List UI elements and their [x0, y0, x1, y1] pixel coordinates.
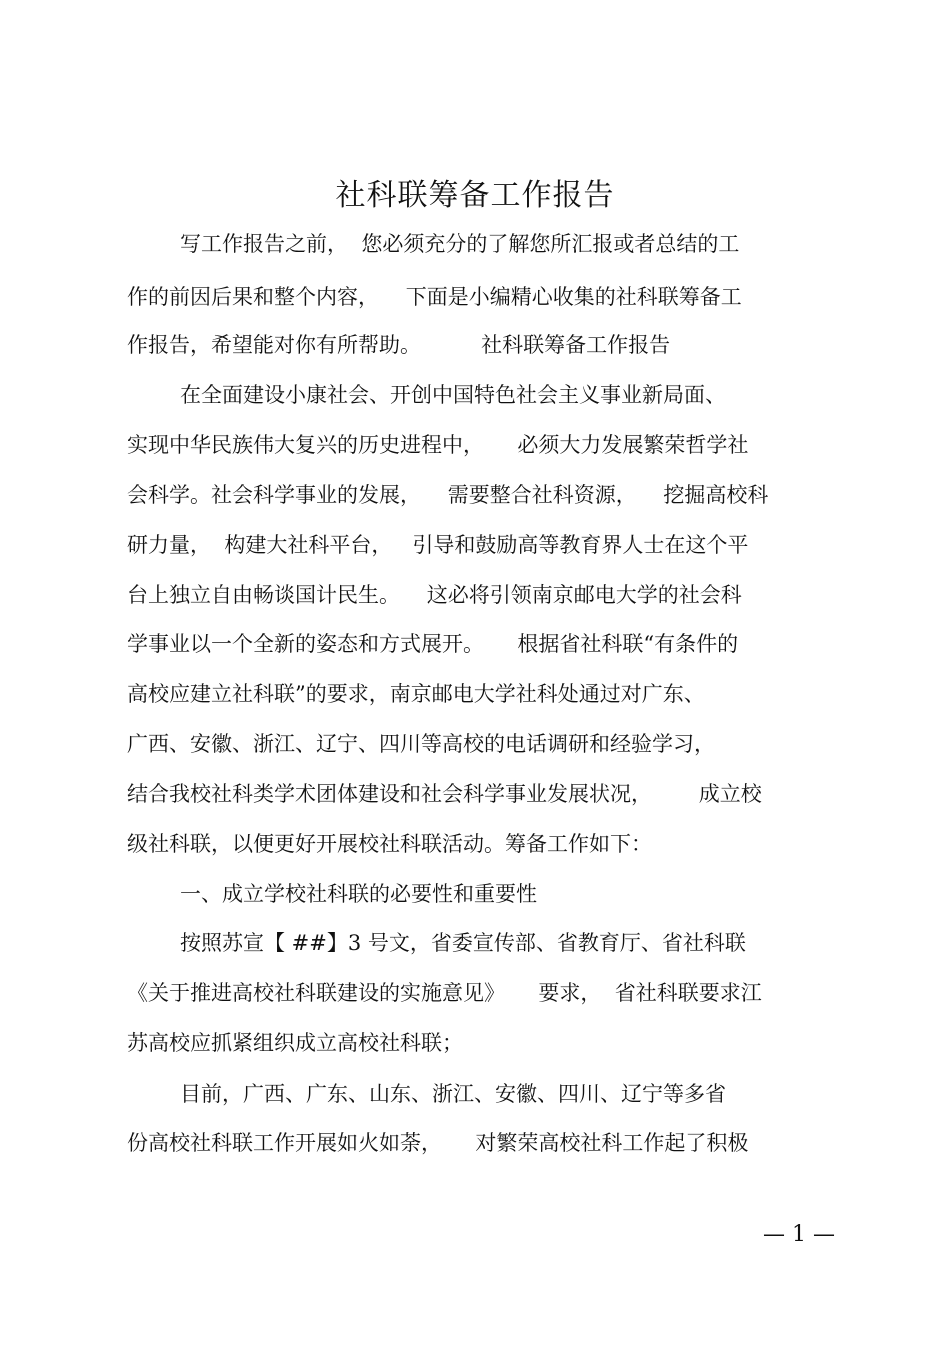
- page-number: — 1 —: [763, 1222, 835, 1247]
- text-line: 作报告，希望能对你有所帮助。 社科联筹备工作报告: [127, 333, 671, 357]
- text-line: 广西、安徽、浙江、辽宁、四川等高校的电话调研和经验学习，: [127, 732, 715, 756]
- text-line: 台上独立自由畅谈国计民生。 这必将引领南京邮电大学的社会科: [127, 583, 742, 607]
- text-line: 份高校社科联工作开展如火如荼， 对繁荣高校社科工作起了积极: [127, 1131, 749, 1155]
- text-line: 目前，广西、广东、山东、浙江、安徽、四川、辽宁等多省: [180, 1082, 726, 1106]
- page-title: 社科联筹备工作报告: [335, 178, 615, 213]
- text-line: 级社科联，以便更好开展校社科联活动。筹备工作如下：: [127, 832, 652, 856]
- text-line: 研力量， 构建大社科平台， 引导和鼓励高等教育界人士在这个平: [127, 533, 749, 557]
- text-line: 在全面建设小康社会、开创中国特色社会主义事业新局面、: [180, 383, 726, 407]
- text-line: 会科学。社会科学事业的发展， 需要整合社科资源， 挖掘高校科: [127, 483, 769, 507]
- text-line: 苏高校应抓紧组织成立高校社科联；: [127, 1031, 463, 1055]
- text-line: 学事业以一个全新的姿态和方式展开。 根据省社科联“有条件的: [127, 632, 739, 656]
- text-line: 作的前因后果和整个内容， 下面是小编精心收集的社科联筹备工: [127, 285, 742, 309]
- text-line: 写工作报告之前， 您必须充分的了解您所汇报或者总结的工: [180, 232, 740, 256]
- text-line: 《关于推进高校社科联建设的实施意见》 要求， 省社科联要求江: [127, 981, 762, 1005]
- text-line: 结合我校社科类学术团体建设和社会科学事业发展状况， 成立校: [127, 782, 762, 806]
- text-line: 高校应建立社科联”的要求，南京邮电大学社科处通过对广东、: [127, 682, 705, 706]
- text-line: 实现中华民族伟大复兴的历史进程中， 必须大力发展繁荣哲学社: [127, 433, 749, 457]
- text-line: 按照苏宣【 ##】3 号文，省委宣传部、省教育厅、省社科联: [180, 931, 746, 955]
- section-heading: 一、成立学校社科联的必要性和重要性: [180, 882, 537, 906]
